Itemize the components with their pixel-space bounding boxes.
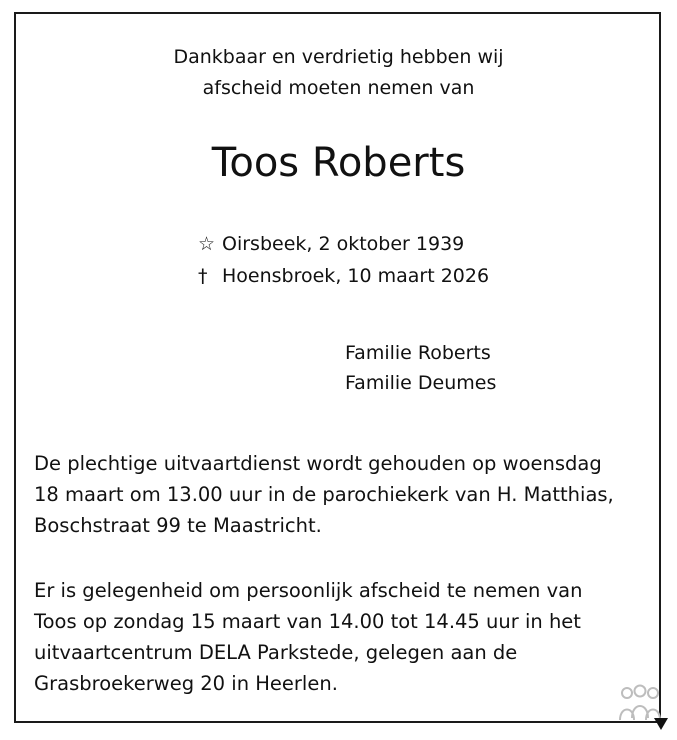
farewell-line-3: uitvaartcentrum DELA Parkstede, gelegen aan de xyxy=(34,641,518,664)
farewell-paragraph xyxy=(34,575,646,699)
intro-text xyxy=(0,42,677,104)
intro-line-2: afscheid moeten nemen van xyxy=(202,77,475,99)
farewell-line-1: Er is gelegenheid om persoonlijk afscheid te nemen van xyxy=(34,579,583,602)
family-name: Familie Deumes xyxy=(345,372,497,394)
life-dates xyxy=(198,228,489,292)
service-line-3: Boschstraat 99 te Maastricht. xyxy=(34,514,322,537)
star-icon: ☆ xyxy=(198,233,216,255)
family-name: Familie Roberts xyxy=(345,342,491,364)
death-text: Hoensbroek, 10 maart 2026 xyxy=(222,265,490,287)
service-line-2: 18 maart om 13.00 uur in de parochiekerk van H. Matthias, xyxy=(34,483,614,506)
birth-text: Oirsbeek, 2 oktober 1939 xyxy=(222,233,465,255)
family-signatures xyxy=(345,338,496,398)
cross-icon: † xyxy=(198,265,208,287)
birth-line xyxy=(198,228,489,260)
triangle-down-icon[interactable] xyxy=(653,717,669,731)
service-line-1: De plechtige uitvaartdienst wordt gehouden op woensdag xyxy=(34,452,602,475)
intro-line-1: Dankbaar en verdrietig hebben wij xyxy=(173,46,504,68)
service-paragraph xyxy=(34,448,646,541)
deceased-name: Toos Roberts xyxy=(211,140,466,186)
farewell-line-2: Toos op zondag 15 maart van 14.00 tot 14.45 uur in het xyxy=(34,610,581,633)
death-line xyxy=(198,260,489,292)
farewell-line-4: Grasbroekerweg 20 in Heerlen. xyxy=(34,672,338,695)
